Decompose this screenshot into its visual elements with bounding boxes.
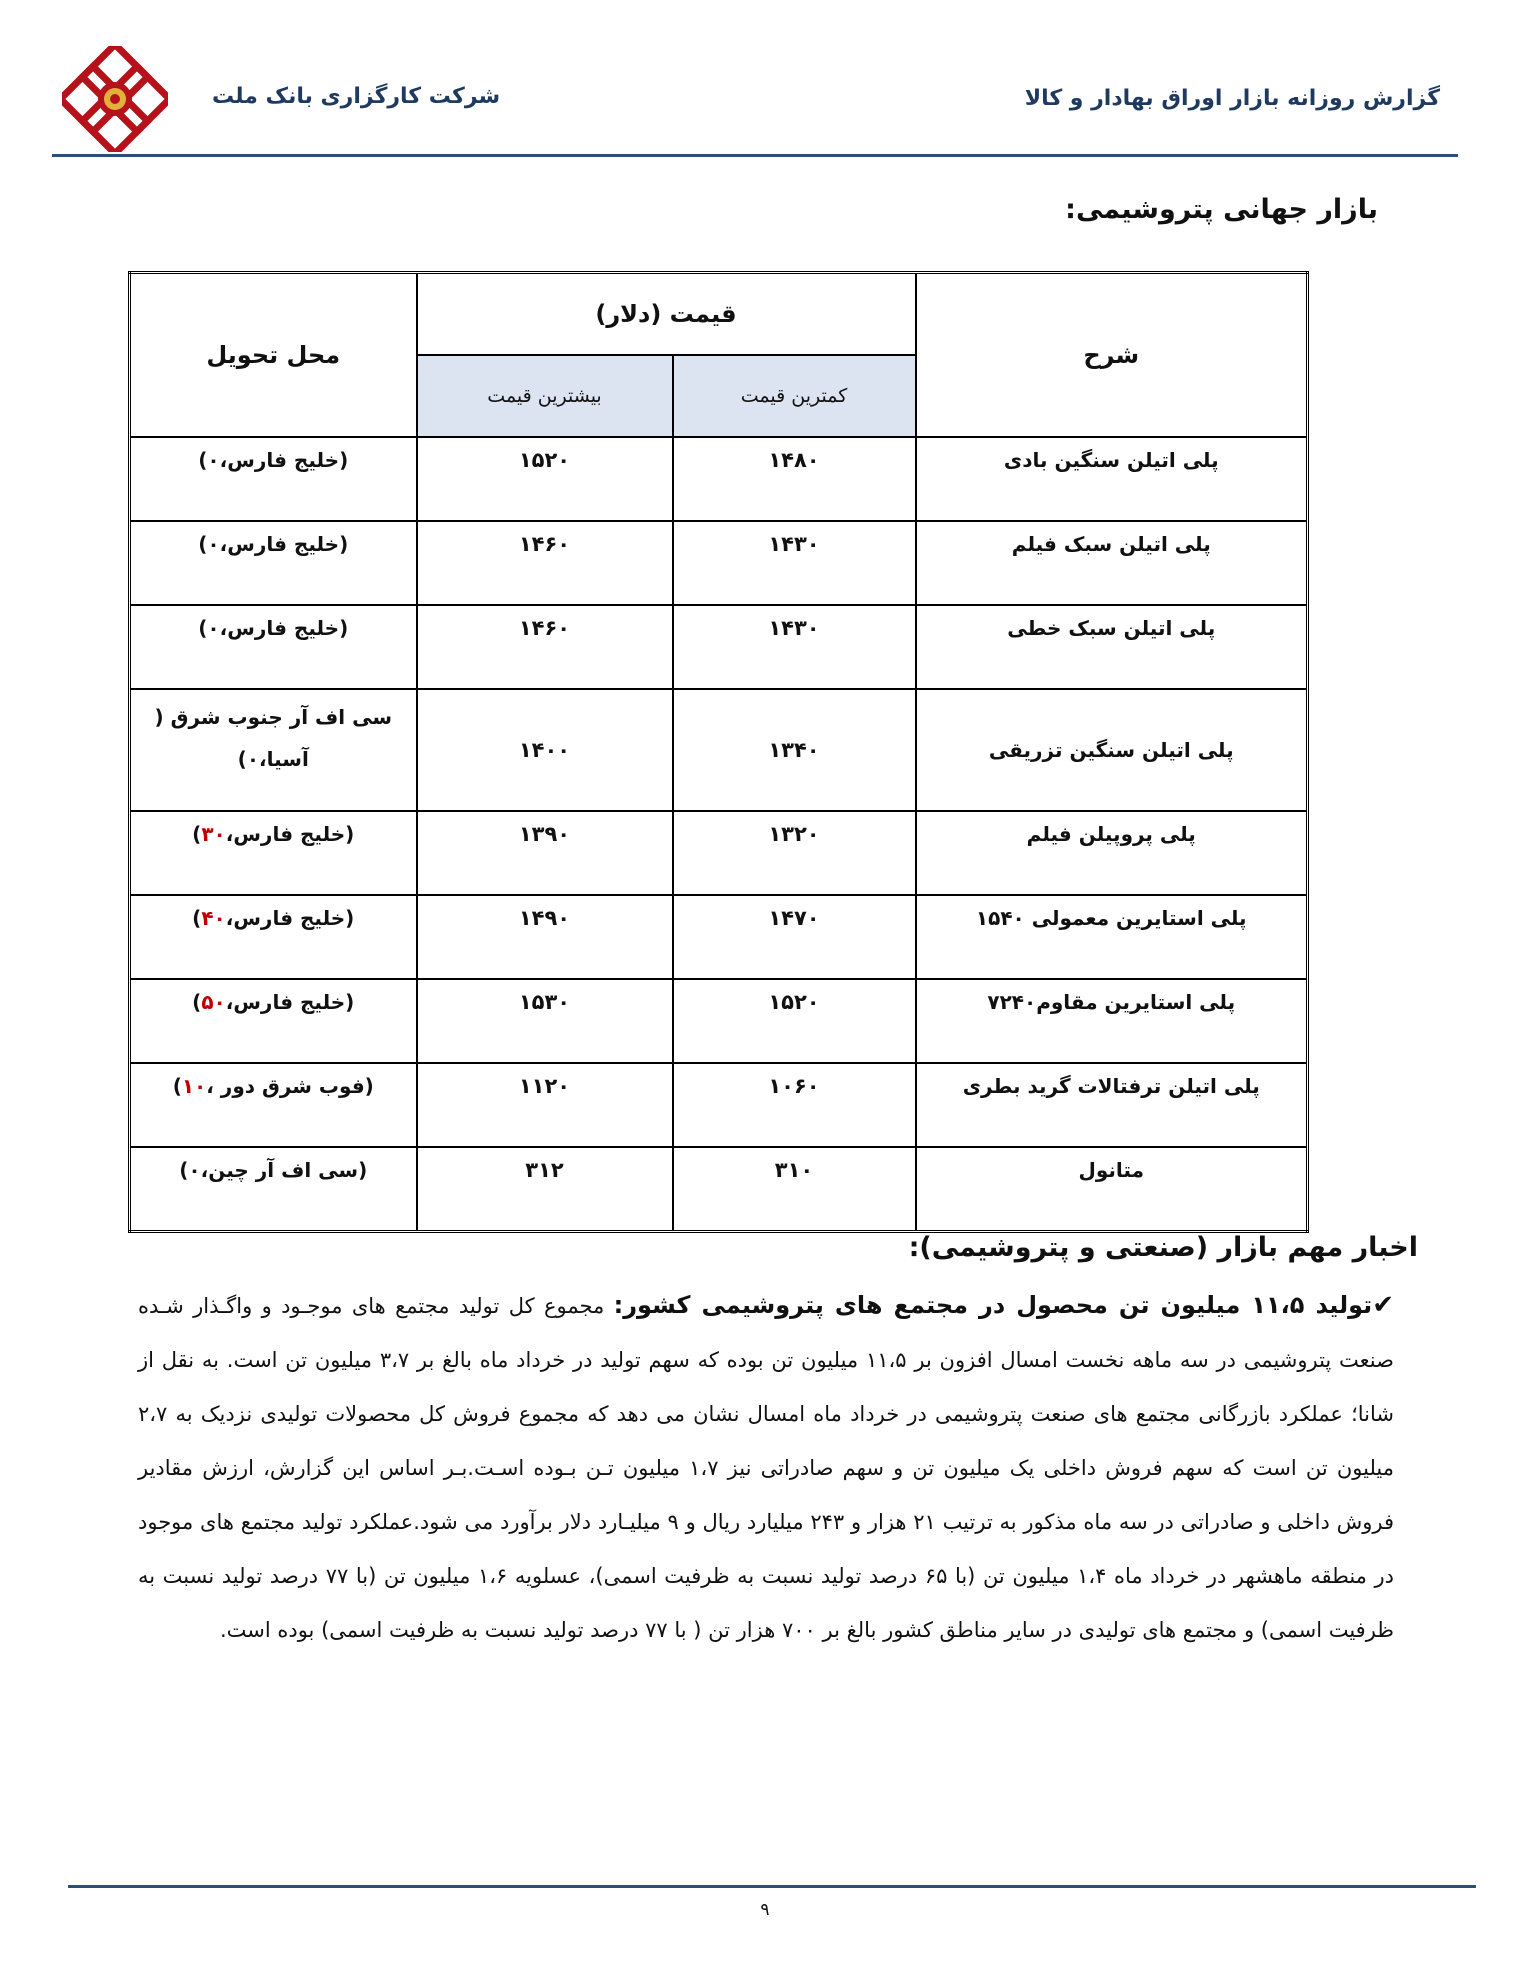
delivery-close: ) bbox=[198, 448, 208, 472]
delivery-change: ۱۰ bbox=[181, 1074, 207, 1098]
checkmark-icon: ✔ bbox=[1372, 1290, 1394, 1320]
cell-max-price: ۱۵۲۰ bbox=[417, 437, 673, 521]
delivery-change: ۰ bbox=[207, 448, 220, 472]
delivery-location: سی اف آر جنوب شرق ( آسیا، bbox=[154, 705, 393, 771]
delivery-location: (خلیج فارس، bbox=[219, 616, 349, 640]
company-name: شرکت کارگزاری بانک ملت bbox=[212, 84, 501, 109]
cell-min-price: ۱۵۲۰ bbox=[673, 979, 916, 1063]
col-header-min-price: کمترین قیمت bbox=[673, 355, 916, 437]
table-row bbox=[130, 1147, 1308, 1232]
delivery-location: (خلیج فارس، bbox=[225, 822, 355, 846]
delivery-change: ۴۰ bbox=[201, 906, 226, 930]
delivery-close: ) bbox=[192, 822, 202, 846]
cell-min-price: ۳۱۰ bbox=[673, 1147, 916, 1232]
cell-description: پلی اتیلن سنگین تزریقی bbox=[916, 689, 1308, 811]
cell-min-price: ۱۳۴۰ bbox=[673, 689, 916, 811]
mellat-bank-logo-icon bbox=[62, 46, 168, 152]
table-row bbox=[130, 895, 1308, 979]
cell-max-price: ۱۱۲۰ bbox=[417, 1063, 673, 1147]
cell-max-price: ۱۵۳۰ bbox=[417, 979, 673, 1063]
cell-description: پلی استایرین مقاوم۷۲۴۰ bbox=[916, 979, 1308, 1063]
cell-max-price: ۱۴۹۰ bbox=[417, 895, 673, 979]
page-number: ۹ bbox=[760, 1900, 770, 1920]
delivery-location: (خلیج فارس، bbox=[219, 532, 349, 556]
section-title: بازار جهانی پتروشیمی: bbox=[1065, 194, 1378, 225]
news-body: مجموع کل تولید مجتمع های موجـود و واگـذار شـده صنعت پتروشیمی در سه ماهه نخست امسال افزون بر ۱۱،۵ میلیون تن بوده که سهم تولید در خرداد ماه بالغ بر ۳،۷ میلیون تن است. به نقل از شانا؛ عملکرد بازرگانی مجتمع های صنعت پتروشیمی در خرداد ماه امسال نشان می دهد که مجموع فروش کل محصولات تولیدی نزدیک به ۲،۷ میلیون تن است که سهم فروش داخلی یک میلیون تن و سهم صادراتی نیز ۱،۷ میلیون تـن بـوده اسـت.بـر اساس این گزارش، ارزش مقادیر فروش داخلی و صادراتی در سه ماه مذکور به ترتیب ۲۱ هزار و ۲۴۳ میلیارد ریال و ۹ میلیـارد دلار برآورد می شود.عملکرد تولید مجتمع های موجود در منطقه ماهشهر در خرداد ماه ۱،۴ میلیون تن (با ۶۵ درصد تولید نسبت به ظرفیت اسمی)، عسلویه ۱،۶ میلیون تن (با ۷۷ درصد تولید نسبت به ظرفیت اسمی) و مجتمع های تولیدی در سایر مناطق کشور بالغ بر ۷۰۰ هزار تن ( با ۷۷ درصد تولید نسبت به ظرفیت اسمی) بوده است. bbox=[138, 1294, 1394, 1642]
cell-delivery bbox=[130, 979, 417, 1063]
delivery-close: ) bbox=[198, 616, 208, 640]
cell-min-price: ۱۰۶۰ bbox=[673, 1063, 916, 1147]
report-title: گزارش روزانه بازار اوراق بهادار و کالا bbox=[1024, 86, 1440, 111]
cell-description: پلی اتیلن سنگین بادی bbox=[916, 437, 1308, 521]
cell-delivery bbox=[130, 521, 417, 605]
delivery-close: ) bbox=[179, 1158, 189, 1182]
cell-min-price: ۱۳۲۰ bbox=[673, 811, 916, 895]
delivery-location: (سی اف آر چین، bbox=[200, 1158, 368, 1182]
delivery-change: ۰ bbox=[188, 1158, 201, 1182]
delivery-change: ۳۰ bbox=[201, 822, 226, 846]
delivery-change: ۰ bbox=[207, 532, 220, 556]
delivery-change: ۰ bbox=[246, 747, 260, 771]
table-row bbox=[130, 811, 1308, 895]
cell-description: پلی پروپیلن فیلم bbox=[916, 811, 1308, 895]
cell-delivery bbox=[130, 895, 417, 979]
table-row bbox=[130, 689, 1308, 811]
cell-min-price: ۱۴۷۰ bbox=[673, 895, 916, 979]
cell-min-price: ۱۴۳۰ bbox=[673, 605, 916, 689]
delivery-location: (خلیج فارس، bbox=[219, 448, 349, 472]
delivery-close: ) bbox=[172, 1074, 182, 1098]
cell-description: پلی اتیلن سبک خطی bbox=[916, 605, 1308, 689]
cell-max-price: ۱۳۹۰ bbox=[417, 811, 673, 895]
cell-delivery bbox=[130, 689, 417, 811]
header-divider bbox=[52, 154, 1458, 157]
delivery-location: (خلیج فارس، bbox=[225, 990, 355, 1014]
cell-max-price: ۳۱۲ bbox=[417, 1147, 673, 1232]
table-row bbox=[130, 1063, 1308, 1147]
table-row bbox=[130, 605, 1308, 689]
cell-max-price: ۱۴۶۰ bbox=[417, 521, 673, 605]
petrochemical-price-table bbox=[128, 271, 1309, 1233]
news-item bbox=[138, 1278, 1394, 1657]
col-header-delivery: محل تحویل bbox=[130, 273, 417, 438]
news-section-title: اخبار مهم بازار (صنعتی و پتروشیمی): bbox=[908, 1232, 1418, 1263]
cell-min-price: ۱۴۳۰ bbox=[673, 521, 916, 605]
col-header-max-price: بیشترین قیمت bbox=[417, 355, 673, 437]
cell-delivery bbox=[130, 437, 417, 521]
cell-max-price: ۱۴۶۰ bbox=[417, 605, 673, 689]
col-header-price: قیمت (دلار) bbox=[417, 273, 916, 356]
cell-description: پلی اتیلن سبک فیلم bbox=[916, 521, 1308, 605]
cell-description: متانول bbox=[916, 1147, 1308, 1232]
delivery-close: ) bbox=[192, 906, 202, 930]
cell-min-price: ۱۴۸۰ bbox=[673, 437, 916, 521]
cell-delivery bbox=[130, 1063, 417, 1147]
cell-delivery bbox=[130, 811, 417, 895]
delivery-location: (خلیج فارس، bbox=[225, 906, 355, 930]
cell-description: پلی اتیلن ترفتالات گرید بطری bbox=[916, 1063, 1308, 1147]
delivery-change: ۵۰ bbox=[201, 990, 226, 1014]
delivery-close: ) bbox=[192, 990, 202, 1014]
footer-divider bbox=[68, 1885, 1476, 1888]
cell-description: پلی استایرین معمولی ۱۵۴۰ bbox=[916, 895, 1308, 979]
col-header-description: شرح bbox=[916, 273, 1308, 438]
cell-max-price: ۱۴۰۰ bbox=[417, 689, 673, 811]
delivery-close: ) bbox=[237, 747, 247, 771]
table-row bbox=[130, 979, 1308, 1063]
delivery-change: ۰ bbox=[207, 616, 220, 640]
delivery-close: ) bbox=[198, 532, 208, 556]
news-headline: تولید ۱۱،۵ میلیون تن محصول در مجتمع های پتروشیمی کشور: bbox=[613, 1291, 1373, 1319]
cell-delivery bbox=[130, 1147, 417, 1232]
cell-delivery bbox=[130, 605, 417, 689]
delivery-location: (فوب شرق دور ، bbox=[206, 1074, 374, 1098]
table-row bbox=[130, 437, 1308, 521]
table-row bbox=[130, 521, 1308, 605]
